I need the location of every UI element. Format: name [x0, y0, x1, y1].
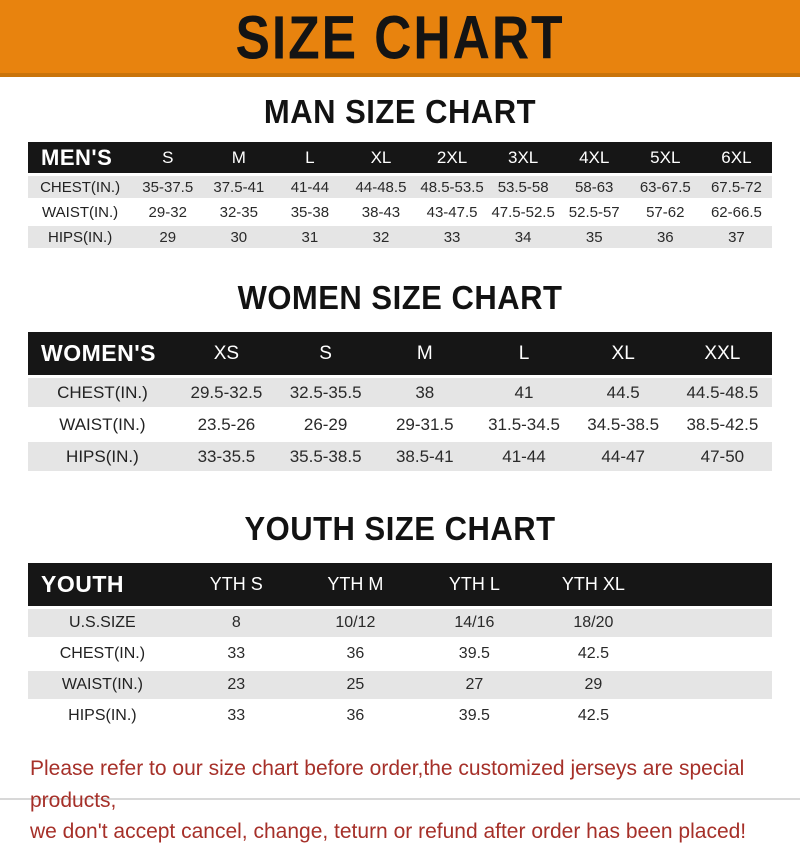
size-value-cell: 29.5-32.5 [190, 382, 263, 402]
size-column-header: YTH XL [534, 563, 653, 606]
size-value-cell: 62-66.5 [710, 203, 762, 221]
size-value-cell: 37.5-41 [213, 178, 265, 196]
size-value-cell: 29-31.5 [395, 414, 454, 434]
size-value-cell: 36 [346, 707, 365, 724]
size-value-cell: 18/20 [573, 614, 614, 631]
table-row [28, 378, 772, 407]
size-value-cell: 10/12 [335, 614, 376, 631]
women-size-table [28, 329, 772, 474]
size-value-cell: 27 [465, 676, 484, 693]
size-column-header: XL [574, 332, 673, 375]
size-column-header: 4XL [559, 142, 630, 173]
size-value-cell: 44.5 [606, 382, 640, 402]
size-value-cell: 32-35 [219, 203, 258, 221]
size-value-cell: 31 [301, 228, 319, 246]
size-value-cell: 33 [443, 228, 461, 246]
size-column-header: XL [345, 142, 416, 173]
table-row [28, 176, 772, 198]
size-column-header: S [276, 332, 375, 375]
size-value-cell: 14/16 [454, 614, 495, 631]
size-value-cell: 57-62 [646, 203, 685, 221]
size-value-cell: 29 [584, 676, 603, 693]
table-header-row [28, 563, 772, 606]
header-filler-cell [653, 563, 772, 606]
size-column-header: XS [177, 332, 276, 375]
size-value-cell: 41 [514, 382, 534, 402]
size-column-header: YTH S [177, 563, 296, 606]
size-value-cell: 38 [415, 382, 435, 402]
table-row [28, 442, 772, 471]
size-value-cell: 35.5-38.5 [289, 446, 362, 466]
table-title-cell: MEN'S [28, 142, 132, 173]
table-row [28, 702, 772, 730]
table-row [28, 609, 772, 637]
size-value-cell: 63-67.5 [639, 178, 691, 196]
row-label: WAIST(IN.) [59, 414, 146, 434]
youth-chart-wrap [0, 560, 800, 733]
women-size-chart-section [0, 280, 800, 474]
size-column-header: M [203, 142, 274, 173]
size-column-header: L [474, 332, 573, 375]
size-value-cell: 44-47 [601, 446, 645, 466]
size-value-cell: 48.5-53.5 [420, 178, 484, 196]
row-filler-cell [653, 702, 772, 730]
table-header-row [28, 142, 772, 173]
size-value-cell: 47-50 [700, 446, 745, 466]
size-value-cell: 34 [514, 228, 532, 246]
man-size-chart-section [0, 94, 800, 251]
size-value-cell: 53.5-58 [497, 178, 549, 196]
man-chart-wrap [0, 139, 800, 251]
size-column-header: 5XL [630, 142, 701, 173]
size-column-header: XXL [673, 332, 772, 375]
row-filler-cell [653, 640, 772, 668]
footer-note [0, 753, 800, 848]
size-value-cell: 38-43 [361, 203, 401, 221]
size-value-cell: 35-37.5 [142, 178, 194, 196]
size-value-cell: 38.5-42.5 [686, 414, 759, 434]
row-label: WAIST(IN.) [42, 203, 119, 221]
table-row [28, 671, 772, 699]
size-value-cell: 41-44 [290, 178, 330, 196]
size-value-cell: 38.5-41 [395, 446, 454, 466]
table-row [28, 640, 772, 668]
size-value-cell: 32 [372, 228, 390, 246]
row-label: CHEST(IN.) [40, 178, 121, 196]
women-chart-wrap [0, 329, 800, 474]
size-value-cell: 44.5-48.5 [686, 382, 759, 402]
table-title-cell: WOMEN'S [28, 332, 177, 375]
size-value-cell: 52.5-57 [568, 203, 620, 221]
women-chart-heading: WOMEN SIZE CHART [237, 278, 563, 317]
size-column-header: S [132, 142, 203, 173]
size-value-cell: 26-29 [303, 414, 348, 434]
size-column-header: L [274, 142, 345, 173]
size-column-header: M [375, 332, 474, 375]
size-value-cell: 31.5-34.5 [488, 414, 560, 434]
size-column-header: 6XL [701, 142, 772, 173]
size-value-cell: 35-38 [290, 203, 330, 221]
man-chart-heading: MAN SIZE CHART [263, 92, 537, 131]
youth-size-table [28, 560, 772, 733]
row-label: U.S.SIZE [69, 614, 136, 631]
size-value-cell: 42.5 [577, 645, 609, 662]
table-title-cell: YOUTH [28, 563, 177, 606]
size-column-header: 3XL [488, 142, 559, 173]
table-header-row [28, 332, 772, 375]
size-value-cell: 47.5-52.5 [491, 203, 555, 221]
size-value-cell: 35 [585, 228, 603, 246]
size-value-cell: 42.5 [577, 707, 609, 724]
size-value-cell: 44-48.5 [355, 178, 407, 196]
size-value-cell: 32.5-35.5 [289, 382, 362, 402]
row-filler-cell [653, 609, 772, 637]
size-value-cell: 67.5-72 [710, 178, 762, 196]
youth-size-chart-section [0, 511, 800, 733]
size-column-header: YTH L [415, 563, 534, 606]
row-label: HIPS(IN.) [66, 446, 139, 466]
size-value-cell: 37 [728, 228, 745, 246]
youth-chart-heading: YOUTH SIZE CHART [244, 509, 556, 548]
size-value-cell: 39.5 [458, 645, 490, 662]
size-value-cell: 34.5-38.5 [587, 414, 660, 434]
table-row [28, 201, 772, 223]
size-value-cell: 33-35.5 [197, 446, 256, 466]
table-row [28, 226, 772, 248]
banner [0, 0, 800, 77]
size-value-cell: 36 [656, 228, 674, 246]
size-value-cell: 29 [159, 228, 177, 246]
row-label: HIPS(IN.) [68, 707, 137, 724]
size-value-cell: 23 [227, 676, 246, 693]
size-value-cell: 33 [227, 707, 246, 724]
footer-line-1: Please refer to our size chart before order,the customized jerseys are special products, [30, 757, 745, 812]
size-value-cell: 36 [346, 645, 365, 662]
size-value-cell: 39.5 [458, 707, 490, 724]
man-size-table [28, 139, 772, 251]
size-value-cell: 43-47.5 [426, 203, 478, 221]
size-value-cell: 8 [231, 614, 241, 631]
footer-line-2: we don't accept cancel, change, teturn or refund after order has been placed! [30, 820, 747, 843]
size-value-cell: 25 [346, 676, 365, 693]
page-title: SIZE CHART [235, 1, 565, 72]
size-value-cell: 30 [230, 228, 248, 246]
row-label: WAIST(IN.) [61, 676, 143, 693]
table-row [28, 410, 772, 439]
size-column-header: YTH M [296, 563, 415, 606]
row-label: CHEST(IN.) [57, 382, 148, 402]
size-value-cell: 41-44 [502, 446, 546, 466]
row-label: HIPS(IN.) [48, 228, 113, 246]
size-value-cell: 23.5-26 [197, 414, 256, 434]
size-value-cell: 58-63 [575, 178, 614, 196]
size-value-cell: 29-32 [148, 203, 187, 221]
row-label: CHEST(IN.) [59, 645, 146, 662]
size-column-header: 2XL [417, 142, 488, 173]
size-value-cell: 33 [227, 645, 246, 662]
row-filler-cell [653, 671, 772, 699]
